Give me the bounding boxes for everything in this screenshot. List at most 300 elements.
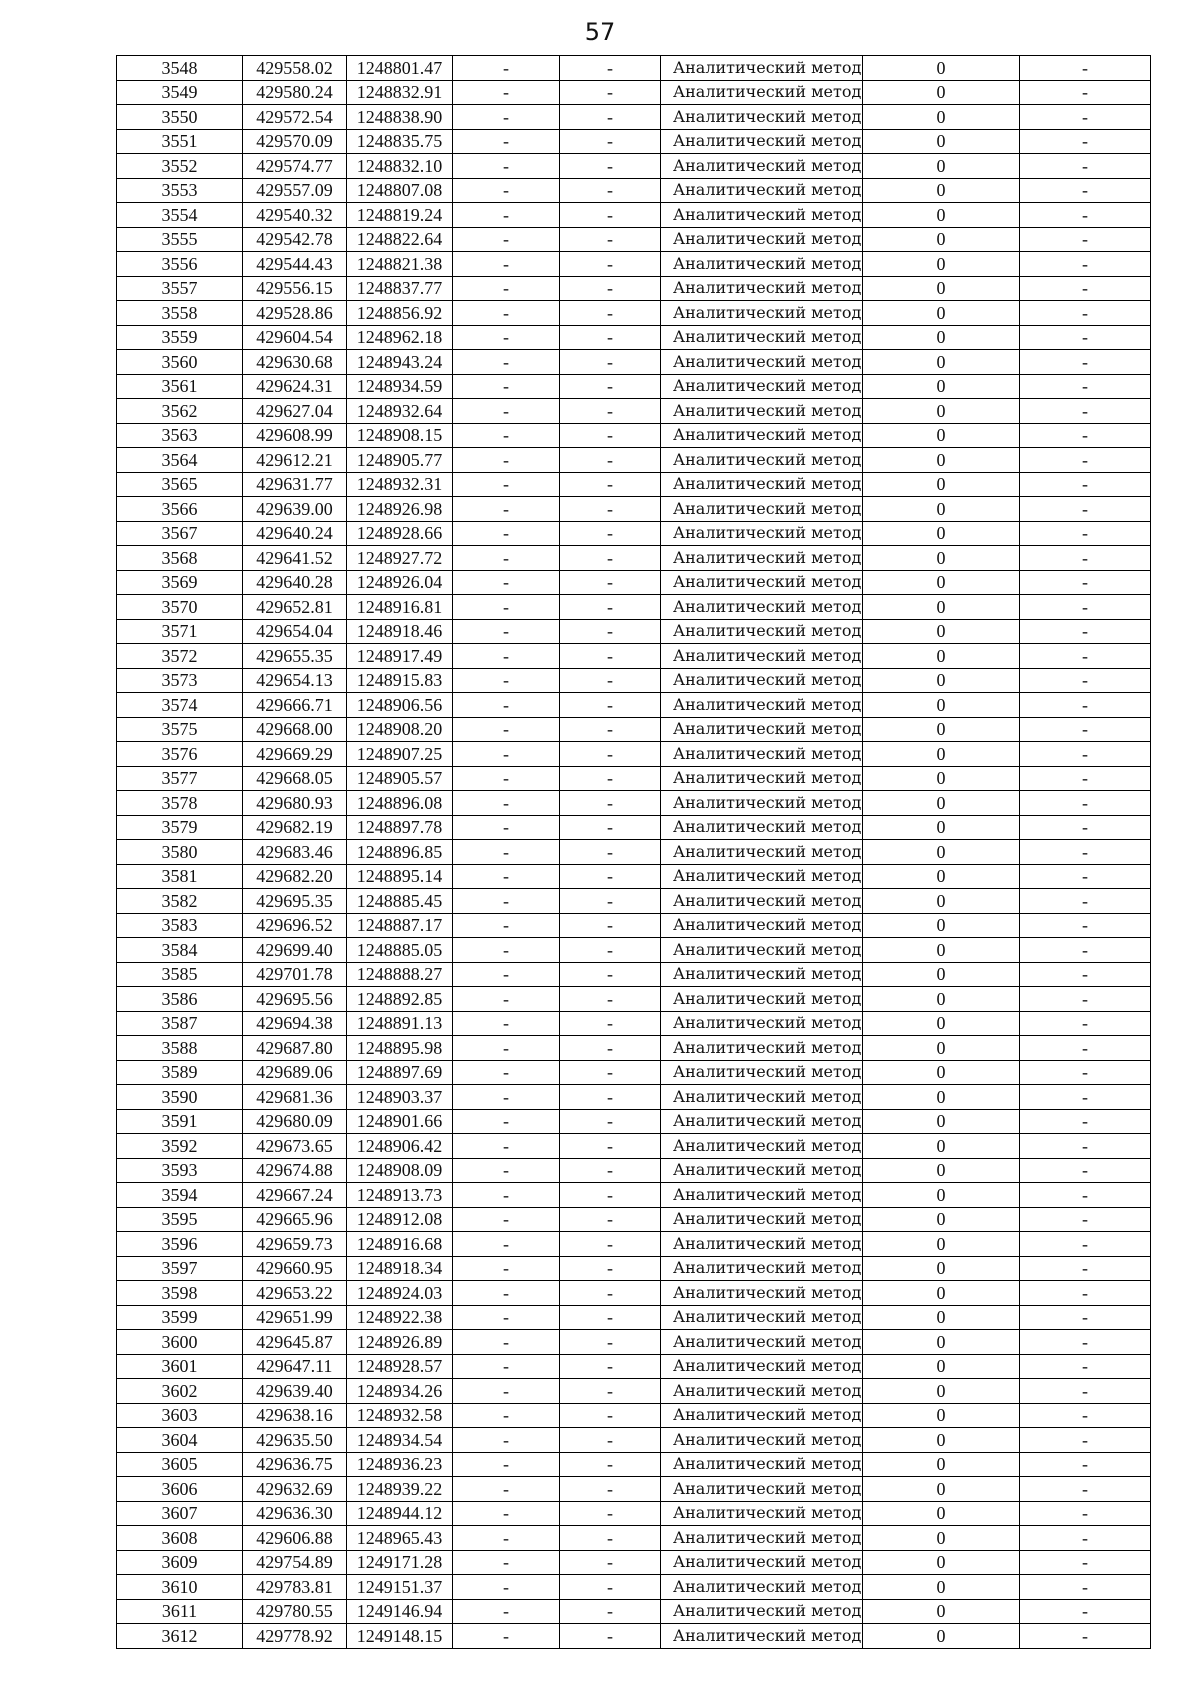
- method-cell: Аналитический метод: [661, 1452, 863, 1477]
- accuracy-cell: 0: [863, 644, 1020, 669]
- table-row: [117, 889, 1151, 914]
- method-cell: Аналитический метод: [661, 325, 863, 350]
- col5-cell: -: [560, 1624, 661, 1649]
- col5-cell: -: [560, 840, 661, 865]
- method-cell: Аналитический метод: [661, 1330, 863, 1355]
- table-row: [117, 252, 1151, 277]
- col8-cell: -: [1020, 546, 1151, 571]
- x-coordinate-cell: 429673.65: [243, 1134, 347, 1159]
- table-row: [117, 693, 1151, 718]
- method-cell: Аналитический метод: [661, 252, 863, 277]
- point-number-cell: 3595: [117, 1207, 243, 1232]
- col5-cell: -: [560, 1452, 661, 1477]
- col8-cell: -: [1020, 350, 1151, 375]
- col4-cell: -: [453, 1550, 560, 1575]
- point-number-cell: 3605: [117, 1452, 243, 1477]
- table-row: [117, 766, 1151, 791]
- method-cell: Аналитический метод: [661, 1109, 863, 1134]
- col4-cell: -: [453, 1207, 560, 1232]
- point-number-cell: 3550: [117, 105, 243, 130]
- col5-cell: -: [560, 791, 661, 816]
- col4-cell: -: [453, 791, 560, 816]
- y-coordinate-cell: 1248917.49: [347, 644, 453, 669]
- table-row: [117, 1036, 1151, 1061]
- col5-cell: -: [560, 693, 661, 718]
- col5-cell: -: [560, 1379, 661, 1404]
- y-coordinate-cell: 1248819.24: [347, 203, 453, 228]
- x-coordinate-cell: 429557.09: [243, 178, 347, 203]
- col4-cell: -: [453, 962, 560, 987]
- y-coordinate-cell: 1248926.98: [347, 497, 453, 522]
- x-coordinate-cell: 429682.19: [243, 815, 347, 840]
- point-number-cell: 3603: [117, 1403, 243, 1428]
- method-cell: Аналитический метод: [661, 203, 863, 228]
- point-number-cell: 3571: [117, 619, 243, 644]
- col5-cell: -: [560, 962, 661, 987]
- accuracy-cell: 0: [863, 1134, 1020, 1159]
- accuracy-cell: 0: [863, 1036, 1020, 1061]
- col8-cell: -: [1020, 644, 1151, 669]
- col8-cell: -: [1020, 913, 1151, 938]
- x-coordinate-cell: 429624.31: [243, 374, 347, 399]
- accuracy-cell: 0: [863, 619, 1020, 644]
- point-number-cell: 3585: [117, 962, 243, 987]
- accuracy-cell: 0: [863, 570, 1020, 595]
- accuracy-cell: 0: [863, 350, 1020, 375]
- point-number-cell: 3578: [117, 791, 243, 816]
- y-coordinate-cell: 1248915.83: [347, 668, 453, 693]
- table-row: [117, 56, 1151, 81]
- method-cell: Аналитический метод: [661, 570, 863, 595]
- col5-cell: -: [560, 742, 661, 767]
- col8-cell: -: [1020, 1158, 1151, 1183]
- y-coordinate-cell: 1248916.68: [347, 1232, 453, 1257]
- col4-cell: -: [453, 1134, 560, 1159]
- point-number-cell: 3556: [117, 252, 243, 277]
- method-cell: Аналитический метод: [661, 595, 863, 620]
- x-coordinate-cell: 429699.40: [243, 938, 347, 963]
- col8-cell: -: [1020, 1624, 1151, 1649]
- accuracy-cell: 0: [863, 1183, 1020, 1208]
- point-number-cell: 3593: [117, 1158, 243, 1183]
- col5-cell: -: [560, 154, 661, 179]
- col8-cell: -: [1020, 668, 1151, 693]
- accuracy-cell: 0: [863, 791, 1020, 816]
- point-number-cell: 3582: [117, 889, 243, 914]
- col5-cell: -: [560, 448, 661, 473]
- x-coordinate-cell: 429556.15: [243, 276, 347, 301]
- col5-cell: -: [560, 276, 661, 301]
- col5-cell: -: [560, 1305, 661, 1330]
- method-cell: Аналитический метод: [661, 301, 863, 326]
- accuracy-cell: 0: [863, 178, 1020, 203]
- x-coordinate-cell: 429640.24: [243, 521, 347, 546]
- table-row: [117, 276, 1151, 301]
- col8-cell: -: [1020, 840, 1151, 865]
- table-row: [117, 1501, 1151, 1526]
- col4-cell: -: [453, 619, 560, 644]
- table-row: [117, 962, 1151, 987]
- x-coordinate-cell: 429638.16: [243, 1403, 347, 1428]
- point-number-cell: 3580: [117, 840, 243, 865]
- y-coordinate-cell: 1248901.66: [347, 1109, 453, 1134]
- point-number-cell: 3553: [117, 178, 243, 203]
- col8-cell: -: [1020, 178, 1151, 203]
- table-row: [117, 203, 1151, 228]
- y-coordinate-cell: 1248932.31: [347, 472, 453, 497]
- accuracy-cell: 0: [863, 325, 1020, 350]
- y-coordinate-cell: 1248896.85: [347, 840, 453, 865]
- col8-cell: -: [1020, 301, 1151, 326]
- accuracy-cell: 0: [863, 1526, 1020, 1551]
- accuracy-cell: 0: [863, 252, 1020, 277]
- accuracy-cell: 0: [863, 521, 1020, 546]
- col4-cell: -: [453, 1305, 560, 1330]
- y-coordinate-cell: 1248832.91: [347, 80, 453, 105]
- accuracy-cell: 0: [863, 913, 1020, 938]
- col5-cell: -: [560, 1256, 661, 1281]
- accuracy-cell: 0: [863, 766, 1020, 791]
- point-number-cell: 3601: [117, 1354, 243, 1379]
- table-row: [117, 1134, 1151, 1159]
- y-coordinate-cell: 1248838.90: [347, 105, 453, 130]
- accuracy-cell: 0: [863, 1060, 1020, 1085]
- col8-cell: -: [1020, 1256, 1151, 1281]
- col5-cell: -: [560, 1403, 661, 1428]
- point-number-cell: 3577: [117, 766, 243, 791]
- col8-cell: -: [1020, 1477, 1151, 1502]
- table-row: [117, 105, 1151, 130]
- col4-cell: -: [453, 840, 560, 865]
- point-number-cell: 3584: [117, 938, 243, 963]
- accuracy-cell: 0: [863, 864, 1020, 889]
- y-coordinate-cell: 1248928.66: [347, 521, 453, 546]
- table-row: [117, 1256, 1151, 1281]
- x-coordinate-cell: 429558.02: [243, 56, 347, 81]
- col8-cell: -: [1020, 962, 1151, 987]
- col8-cell: -: [1020, 1109, 1151, 1134]
- col4-cell: -: [453, 1599, 560, 1624]
- col8-cell: -: [1020, 766, 1151, 791]
- point-number-cell: 3592: [117, 1134, 243, 1159]
- y-coordinate-cell: 1248907.25: [347, 742, 453, 767]
- table-row: [117, 644, 1151, 669]
- accuracy-cell: 0: [863, 1158, 1020, 1183]
- col5-cell: -: [560, 938, 661, 963]
- x-coordinate-cell: 429653.22: [243, 1281, 347, 1306]
- accuracy-cell: 0: [863, 1256, 1020, 1281]
- y-coordinate-cell: 1249151.37: [347, 1575, 453, 1600]
- accuracy-cell: 0: [863, 840, 1020, 865]
- y-coordinate-cell: 1248908.09: [347, 1158, 453, 1183]
- col8-cell: -: [1020, 1011, 1151, 1036]
- col5-cell: -: [560, 399, 661, 424]
- col8-cell: -: [1020, 472, 1151, 497]
- col8-cell: -: [1020, 227, 1151, 252]
- y-coordinate-cell: 1248916.81: [347, 595, 453, 620]
- table-row: [117, 815, 1151, 840]
- y-coordinate-cell: 1248932.64: [347, 399, 453, 424]
- col8-cell: -: [1020, 864, 1151, 889]
- method-cell: Аналитический метод: [661, 227, 863, 252]
- point-number-cell: 3610: [117, 1575, 243, 1600]
- point-number-cell: 3590: [117, 1085, 243, 1110]
- col4-cell: -: [453, 742, 560, 767]
- method-cell: Аналитический метод: [661, 668, 863, 693]
- point-number-cell: 3612: [117, 1624, 243, 1649]
- y-coordinate-cell: 1249171.28: [347, 1550, 453, 1575]
- y-coordinate-cell: 1248944.12: [347, 1501, 453, 1526]
- accuracy-cell: 0: [863, 1501, 1020, 1526]
- accuracy-cell: 0: [863, 693, 1020, 718]
- col4-cell: -: [453, 644, 560, 669]
- col5-cell: -: [560, 350, 661, 375]
- accuracy-cell: 0: [863, 1403, 1020, 1428]
- point-number-cell: 3563: [117, 423, 243, 448]
- y-coordinate-cell: 1248837.77: [347, 276, 453, 301]
- col8-cell: -: [1020, 1085, 1151, 1110]
- col5-cell: -: [560, 472, 661, 497]
- col4-cell: -: [453, 80, 560, 105]
- table-row: [117, 742, 1151, 767]
- coordinates-table-body: [117, 56, 1151, 1649]
- x-coordinate-cell: 429639.00: [243, 497, 347, 522]
- col5-cell: -: [560, 129, 661, 154]
- method-cell: Аналитический метод: [661, 987, 863, 1012]
- x-coordinate-cell: 429665.96: [243, 1207, 347, 1232]
- col8-cell: -: [1020, 570, 1151, 595]
- col4-cell: -: [453, 472, 560, 497]
- col4-cell: -: [453, 1379, 560, 1404]
- method-cell: Аналитический метод: [661, 546, 863, 571]
- col5-cell: -: [560, 423, 661, 448]
- col4-cell: -: [453, 301, 560, 326]
- col4-cell: -: [453, 399, 560, 424]
- table-row: [117, 1109, 1151, 1134]
- accuracy-cell: 0: [863, 399, 1020, 424]
- accuracy-cell: 0: [863, 129, 1020, 154]
- y-coordinate-cell: 1248924.03: [347, 1281, 453, 1306]
- y-coordinate-cell: 1248892.85: [347, 987, 453, 1012]
- col4-cell: -: [453, 1011, 560, 1036]
- col8-cell: -: [1020, 1305, 1151, 1330]
- col4-cell: -: [453, 1354, 560, 1379]
- y-coordinate-cell: 1248927.72: [347, 546, 453, 571]
- point-number-cell: 3569: [117, 570, 243, 595]
- method-cell: Аналитический метод: [661, 497, 863, 522]
- method-cell: Аналитический метод: [661, 1428, 863, 1453]
- x-coordinate-cell: 429631.77: [243, 472, 347, 497]
- col5-cell: -: [560, 301, 661, 326]
- point-number-cell: 3566: [117, 497, 243, 522]
- x-coordinate-cell: 429627.04: [243, 399, 347, 424]
- x-coordinate-cell: 429655.35: [243, 644, 347, 669]
- point-number-cell: 3587: [117, 1011, 243, 1036]
- method-cell: Аналитический метод: [661, 448, 863, 473]
- col8-cell: -: [1020, 1036, 1151, 1061]
- table-row: [117, 1599, 1151, 1624]
- y-coordinate-cell: 1248928.57: [347, 1354, 453, 1379]
- col5-cell: -: [560, 1134, 661, 1159]
- col5-cell: -: [560, 1109, 661, 1134]
- y-coordinate-cell: 1248807.08: [347, 178, 453, 203]
- col8-cell: -: [1020, 1403, 1151, 1428]
- table-row: [117, 1379, 1151, 1404]
- table-row: [117, 1330, 1151, 1355]
- x-coordinate-cell: 429647.11: [243, 1354, 347, 1379]
- y-coordinate-cell: 1248903.37: [347, 1085, 453, 1110]
- accuracy-cell: 0: [863, 987, 1020, 1012]
- method-cell: Аналитический метод: [661, 1403, 863, 1428]
- method-cell: Аналитический метод: [661, 1599, 863, 1624]
- col8-cell: -: [1020, 987, 1151, 1012]
- col5-cell: -: [560, 252, 661, 277]
- col4-cell: -: [453, 1256, 560, 1281]
- table-row: [117, 717, 1151, 742]
- y-coordinate-cell: 1248908.20: [347, 717, 453, 742]
- y-coordinate-cell: 1248926.04: [347, 570, 453, 595]
- col8-cell: -: [1020, 129, 1151, 154]
- table-row: [117, 80, 1151, 105]
- accuracy-cell: 0: [863, 889, 1020, 914]
- col5-cell: -: [560, 521, 661, 546]
- method-cell: Аналитический метод: [661, 1232, 863, 1257]
- col8-cell: -: [1020, 521, 1151, 546]
- table-row: [117, 448, 1151, 473]
- col5-cell: -: [560, 1060, 661, 1085]
- point-number-cell: 3589: [117, 1060, 243, 1085]
- table-row: [117, 423, 1151, 448]
- accuracy-cell: 0: [863, 668, 1020, 693]
- x-coordinate-cell: 429640.28: [243, 570, 347, 595]
- accuracy-cell: 0: [863, 1207, 1020, 1232]
- method-cell: Аналитический метод: [661, 1501, 863, 1526]
- point-number-cell: 3564: [117, 448, 243, 473]
- table-row: [117, 1403, 1151, 1428]
- point-number-cell: 3581: [117, 864, 243, 889]
- x-coordinate-cell: 429612.21: [243, 448, 347, 473]
- accuracy-cell: 0: [863, 1624, 1020, 1649]
- col5-cell: -: [560, 570, 661, 595]
- x-coordinate-cell: 429674.88: [243, 1158, 347, 1183]
- col8-cell: -: [1020, 1207, 1151, 1232]
- col8-cell: -: [1020, 399, 1151, 424]
- col8-cell: -: [1020, 1428, 1151, 1453]
- col5-cell: -: [560, 1085, 661, 1110]
- method-cell: Аналитический метод: [661, 178, 863, 203]
- col4-cell: -: [453, 350, 560, 375]
- table-row: [117, 129, 1151, 154]
- x-coordinate-cell: 429683.46: [243, 840, 347, 865]
- col5-cell: -: [560, 1477, 661, 1502]
- table-row: [117, 1183, 1151, 1208]
- col4-cell: -: [453, 693, 560, 718]
- method-cell: Аналитический метод: [661, 80, 863, 105]
- x-coordinate-cell: 429528.86: [243, 301, 347, 326]
- col5-cell: -: [560, 1599, 661, 1624]
- y-coordinate-cell: 1248897.69: [347, 1060, 453, 1085]
- col8-cell: -: [1020, 1526, 1151, 1551]
- point-number-cell: 3594: [117, 1183, 243, 1208]
- x-coordinate-cell: 429580.24: [243, 80, 347, 105]
- x-coordinate-cell: 429542.78: [243, 227, 347, 252]
- y-coordinate-cell: 1248887.17: [347, 913, 453, 938]
- col5-cell: -: [560, 227, 661, 252]
- y-coordinate-cell: 1248905.77: [347, 448, 453, 473]
- y-coordinate-cell: 1248906.42: [347, 1134, 453, 1159]
- col5-cell: -: [560, 1575, 661, 1600]
- point-number-cell: 3576: [117, 742, 243, 767]
- col4-cell: -: [453, 1158, 560, 1183]
- x-coordinate-cell: 429666.71: [243, 693, 347, 718]
- point-number-cell: 3558: [117, 301, 243, 326]
- y-coordinate-cell: 1248888.27: [347, 962, 453, 987]
- x-coordinate-cell: 429680.93: [243, 791, 347, 816]
- x-coordinate-cell: 429606.88: [243, 1526, 347, 1551]
- point-number-cell: 3559: [117, 325, 243, 350]
- accuracy-cell: 0: [863, 1379, 1020, 1404]
- accuracy-cell: 0: [863, 1575, 1020, 1600]
- x-coordinate-cell: 429636.75: [243, 1452, 347, 1477]
- table-row: [117, 1575, 1151, 1600]
- col8-cell: -: [1020, 938, 1151, 963]
- col4-cell: -: [453, 1428, 560, 1453]
- point-number-cell: 3548: [117, 56, 243, 81]
- point-number-cell: 3607: [117, 1501, 243, 1526]
- point-number-cell: 3588: [117, 1036, 243, 1061]
- x-coordinate-cell: 429668.05: [243, 766, 347, 791]
- x-coordinate-cell: 429680.09: [243, 1109, 347, 1134]
- x-coordinate-cell: 429632.69: [243, 1477, 347, 1502]
- col5-cell: -: [560, 668, 661, 693]
- accuracy-cell: 0: [863, 374, 1020, 399]
- accuracy-cell: 0: [863, 1109, 1020, 1134]
- col4-cell: -: [453, 595, 560, 620]
- point-number-cell: 3606: [117, 1477, 243, 1502]
- col8-cell: -: [1020, 56, 1151, 81]
- x-coordinate-cell: 429695.35: [243, 889, 347, 914]
- point-number-cell: 3555: [117, 227, 243, 252]
- col8-cell: -: [1020, 325, 1151, 350]
- table-row: [117, 668, 1151, 693]
- col4-cell: -: [453, 154, 560, 179]
- method-cell: Аналитический метод: [661, 1256, 863, 1281]
- method-cell: Аналитический метод: [661, 350, 863, 375]
- method-cell: Аналитический метод: [661, 1575, 863, 1600]
- y-coordinate-cell: 1248821.38: [347, 252, 453, 277]
- col8-cell: -: [1020, 1452, 1151, 1477]
- table-row: [117, 987, 1151, 1012]
- x-coordinate-cell: 429572.54: [243, 105, 347, 130]
- method-cell: Аналитический метод: [661, 1207, 863, 1232]
- accuracy-cell: 0: [863, 1452, 1020, 1477]
- accuracy-cell: 0: [863, 227, 1020, 252]
- y-coordinate-cell: 1248913.73: [347, 1183, 453, 1208]
- x-coordinate-cell: 429667.24: [243, 1183, 347, 1208]
- col8-cell: -: [1020, 1134, 1151, 1159]
- table-row: [117, 1281, 1151, 1306]
- x-coordinate-cell: 429778.92: [243, 1624, 347, 1649]
- table-row: [117, 1011, 1151, 1036]
- accuracy-cell: 0: [863, 105, 1020, 130]
- table-row: [117, 1305, 1151, 1330]
- method-cell: Аналитический метод: [661, 815, 863, 840]
- method-cell: Аналитический метод: [661, 1379, 863, 1404]
- accuracy-cell: 0: [863, 1085, 1020, 1110]
- method-cell: Аналитический метод: [661, 619, 863, 644]
- accuracy-cell: 0: [863, 815, 1020, 840]
- col4-cell: -: [453, 1281, 560, 1306]
